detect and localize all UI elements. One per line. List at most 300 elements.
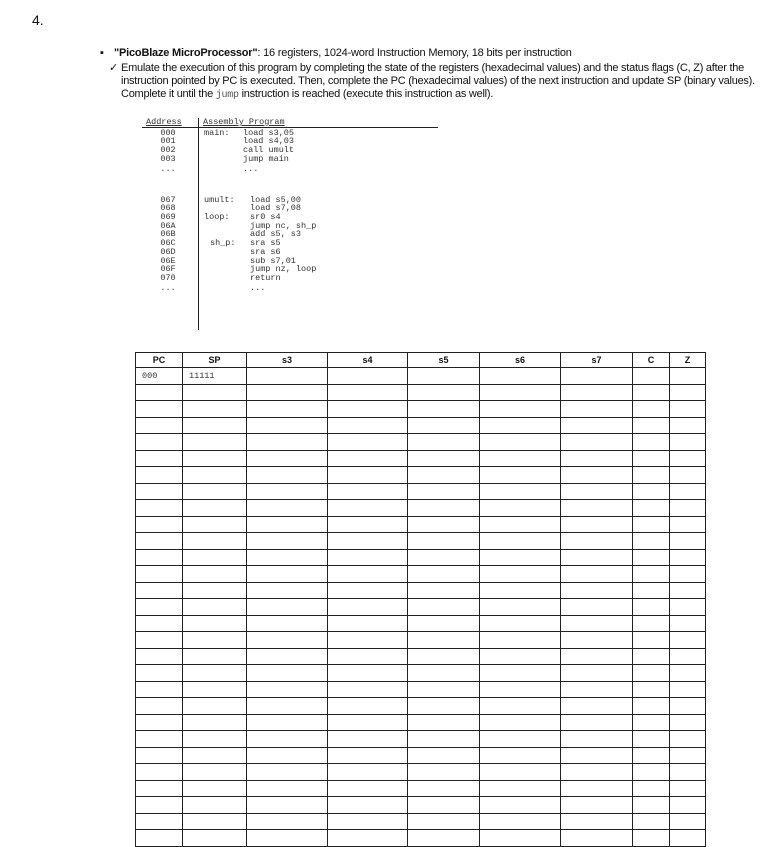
table-cell[interactable]	[328, 714, 408, 731]
table-cell[interactable]	[183, 731, 247, 748]
table-cell[interactable]	[633, 500, 670, 517]
table-cell[interactable]	[480, 434, 561, 451]
table-cell[interactable]	[408, 566, 480, 583]
table-cell[interactable]	[247, 434, 328, 451]
table-cell[interactable]	[408, 417, 480, 434]
table-cell[interactable]	[247, 483, 328, 500]
table-cell[interactable]	[561, 599, 633, 616]
table-cell[interactable]	[247, 714, 328, 731]
table-cell[interactable]	[136, 434, 183, 451]
table-cell[interactable]	[480, 483, 561, 500]
table-row	[136, 698, 706, 715]
table-cell[interactable]	[633, 780, 670, 797]
table-cell[interactable]	[408, 813, 480, 830]
table-cell[interactable]	[328, 467, 408, 484]
table-cell[interactable]	[183, 665, 247, 682]
table-cell[interactable]	[183, 566, 247, 583]
table-cell[interactable]	[480, 401, 561, 418]
table-cell[interactable]	[633, 401, 670, 418]
table-cell[interactable]	[408, 830, 480, 847]
table-cell[interactable]	[328, 582, 408, 599]
table-cell[interactable]	[633, 615, 670, 632]
table-row	[136, 665, 706, 682]
table-cell[interactable]	[480, 797, 561, 814]
table-cell[interactable]	[561, 384, 633, 401]
table-row	[136, 483, 706, 500]
table-cell[interactable]	[670, 681, 706, 698]
table-cell[interactable]	[408, 731, 480, 748]
table-cell[interactable]	[247, 648, 328, 665]
table-row	[136, 401, 706, 418]
table-cell[interactable]	[670, 764, 706, 781]
table-cell[interactable]	[183, 797, 247, 814]
table-cell[interactable]	[561, 830, 633, 847]
table-cell[interactable]	[328, 764, 408, 781]
table-cell[interactable]	[247, 747, 328, 764]
table-cell[interactable]	[408, 681, 480, 698]
table-row	[136, 549, 706, 566]
table-cell[interactable]	[247, 830, 328, 847]
table-cell[interactable]	[670, 582, 706, 599]
listing-address: 06A	[160, 221, 176, 231]
table-cell[interactable]	[561, 665, 633, 682]
table-cell[interactable]	[670, 533, 706, 550]
listing-instruction: add s5, s3	[250, 229, 302, 239]
table-cell[interactable]	[633, 467, 670, 484]
table-cell[interactable]	[183, 632, 247, 649]
table-cell[interactable]	[408, 434, 480, 451]
table-cell[interactable]	[480, 714, 561, 731]
table-cell[interactable]	[247, 549, 328, 566]
table-cell[interactable]	[561, 516, 633, 533]
table-cell[interactable]	[183, 764, 247, 781]
table-cell[interactable]	[136, 483, 183, 500]
table-cell[interactable]	[561, 648, 633, 665]
table-cell[interactable]	[408, 797, 480, 814]
table-cell[interactable]	[136, 516, 183, 533]
table-cell[interactable]	[328, 450, 408, 467]
table-cell[interactable]	[670, 368, 706, 385]
table-cell[interactable]	[328, 648, 408, 665]
table-cell[interactable]	[561, 615, 633, 632]
table-cell[interactable]	[633, 434, 670, 451]
table-cell[interactable]	[633, 665, 670, 682]
listing-address: 06C	[160, 238, 176, 248]
table-cell[interactable]	[183, 516, 247, 533]
instructions-code-word: jump	[215, 90, 239, 101]
listing-instruction: sra s6	[250, 247, 281, 257]
listing-instruction: load s5,00	[250, 195, 302, 205]
table-cell[interactable]	[670, 648, 706, 665]
table-cell[interactable]	[247, 615, 328, 632]
listing-instruction: load s7,08	[250, 203, 302, 213]
table-cell[interactable]	[408, 698, 480, 715]
table-cell[interactable]	[408, 500, 480, 517]
table-cell[interactable]	[480, 582, 561, 599]
table-cell[interactable]	[561, 401, 633, 418]
table-cell[interactable]	[328, 533, 408, 550]
table-cell[interactable]	[247, 467, 328, 484]
table-cell[interactable]	[136, 582, 183, 599]
listing-label: sh_p:	[210, 238, 236, 248]
table-cell[interactable]	[480, 599, 561, 616]
table-cell[interactable]	[136, 698, 183, 715]
table-cell[interactable]	[408, 483, 480, 500]
table-cell[interactable]	[328, 797, 408, 814]
listing-instruction: return	[250, 273, 281, 283]
table-cell[interactable]	[561, 731, 633, 748]
table-cell[interactable]	[480, 615, 561, 632]
table-cell[interactable]	[183, 467, 247, 484]
table-cell[interactable]	[670, 483, 706, 500]
table-cell[interactable]	[247, 599, 328, 616]
table-cell[interactable]	[136, 813, 183, 830]
table-cell[interactable]	[247, 368, 328, 385]
table-cell[interactable]	[183, 582, 247, 599]
table-cell[interactable]	[136, 665, 183, 682]
listing-address: 06B	[160, 229, 176, 239]
table-row	[136, 450, 706, 467]
table-cell[interactable]	[136, 533, 183, 550]
table-cell[interactable]	[561, 434, 633, 451]
table-cell[interactable]	[328, 368, 408, 385]
table-cell[interactable]	[480, 632, 561, 649]
register-state-table	[135, 352, 706, 847]
table-cell[interactable]	[247, 516, 328, 533]
table-cell[interactable]	[328, 830, 408, 847]
table-cell[interactable]	[480, 384, 561, 401]
table-cell[interactable]	[328, 632, 408, 649]
table-cell[interactable]	[480, 780, 561, 797]
table-cell[interactable]	[247, 780, 328, 797]
table-cell[interactable]	[247, 764, 328, 781]
table-cell[interactable]	[480, 830, 561, 847]
listing-address: 06D	[160, 247, 176, 257]
table-cell[interactable]	[328, 483, 408, 500]
table-cell[interactable]	[328, 549, 408, 566]
table-cell[interactable]	[670, 714, 706, 731]
table-cell[interactable]	[136, 780, 183, 797]
table-cell[interactable]	[408, 582, 480, 599]
table-cell[interactable]	[328, 566, 408, 583]
table-cell[interactable]	[633, 632, 670, 649]
table-cell[interactable]	[247, 665, 328, 682]
table-cell[interactable]	[670, 549, 706, 566]
table-cell[interactable]	[183, 780, 247, 797]
table-cell[interactable]	[480, 566, 561, 583]
table-cell[interactable]	[670, 698, 706, 715]
table-cell[interactable]	[670, 384, 706, 401]
table-cell[interactable]	[408, 401, 480, 418]
table-cell[interactable]	[247, 417, 328, 434]
table-cell[interactable]	[633, 731, 670, 748]
listing-label: main:	[204, 128, 230, 138]
table-cell[interactable]	[561, 747, 633, 764]
table-cell[interactable]	[247, 698, 328, 715]
table-cell[interactable]	[136, 830, 183, 847]
table-cell[interactable]	[633, 566, 670, 583]
table-cell[interactable]	[183, 830, 247, 847]
table-cell[interactable]	[561, 764, 633, 781]
table-cell[interactable]	[183, 500, 247, 517]
table-cell[interactable]	[633, 516, 670, 533]
table-cell[interactable]	[561, 698, 633, 715]
table-cell[interactable]	[480, 813, 561, 830]
table-cell[interactable]	[136, 566, 183, 583]
table-cell[interactable]	[183, 549, 247, 566]
table-cell[interactable]	[480, 648, 561, 665]
table-cell[interactable]	[136, 648, 183, 665]
table-cell[interactable]	[183, 450, 247, 467]
table-cell[interactable]	[480, 450, 561, 467]
table-cell[interactable]	[136, 549, 183, 566]
table-cell[interactable]	[136, 632, 183, 649]
table-cell[interactable]	[136, 764, 183, 781]
table-cell[interactable]	[247, 533, 328, 550]
table-cell[interactable]	[136, 615, 183, 632]
table-cell[interactable]	[670, 467, 706, 484]
table-cell[interactable]	[408, 764, 480, 781]
table-cell[interactable]	[408, 384, 480, 401]
table-cell[interactable]	[561, 632, 633, 649]
table-cell[interactable]	[670, 599, 706, 616]
table-cell[interactable]	[136, 417, 183, 434]
listing-instruction: ...	[250, 283, 266, 293]
table-cell[interactable]	[247, 681, 328, 698]
table-cell[interactable]	[633, 813, 670, 830]
table-cell[interactable]	[408, 516, 480, 533]
table-cell[interactable]	[328, 747, 408, 764]
listing-address: 068	[160, 203, 176, 213]
table-cell[interactable]	[480, 533, 561, 550]
table-cell[interactable]	[561, 582, 633, 599]
table-cell[interactable]	[247, 450, 328, 467]
table-cell[interactable]	[408, 368, 480, 385]
table-cell[interactable]	[633, 764, 670, 781]
table-row	[136, 731, 706, 748]
table-cell[interactable]	[247, 731, 328, 748]
table-cell[interactable]	[136, 384, 183, 401]
table-cell[interactable]	[561, 813, 633, 830]
table-row	[136, 648, 706, 665]
table-cell[interactable]	[561, 483, 633, 500]
table-cell[interactable]	[670, 797, 706, 814]
table-cell[interactable]	[480, 764, 561, 781]
table-cell[interactable]	[670, 747, 706, 764]
table-cell[interactable]	[247, 813, 328, 830]
table-cell[interactable]	[136, 401, 183, 418]
listing-instruction: ...	[243, 164, 259, 174]
table-cell[interactable]	[670, 450, 706, 467]
table-cell[interactable]	[670, 830, 706, 847]
table-cell[interactable]	[670, 731, 706, 748]
listing-instruction: jump nc, sh_p	[250, 221, 317, 231]
table-cell[interactable]	[408, 780, 480, 797]
listing-instruction: jump main	[243, 154, 289, 164]
table-cell[interactable]	[136, 467, 183, 484]
table-cell[interactable]	[670, 516, 706, 533]
table-cell[interactable]	[328, 681, 408, 698]
table-cell[interactable]	[561, 417, 633, 434]
instructions-part2: instruction is reached (execute this instruction as well).	[238, 88, 494, 100]
table-cell[interactable]	[561, 533, 633, 550]
table-cell[interactable]	[408, 665, 480, 682]
table-cell[interactable]	[408, 648, 480, 665]
table-cell[interactable]	[670, 632, 706, 649]
table-cell[interactable]	[247, 384, 328, 401]
table-cell[interactable]	[328, 599, 408, 616]
table-cell[interactable]	[633, 483, 670, 500]
table-cell[interactable]	[328, 615, 408, 632]
table-cell[interactable]	[328, 813, 408, 830]
table-cell[interactable]	[328, 417, 408, 434]
table-cell[interactable]	[247, 632, 328, 649]
table-cell[interactable]	[183, 714, 247, 731]
table-cell[interactable]	[561, 780, 633, 797]
table-cell[interactable]	[247, 582, 328, 599]
table-cell[interactable]	[480, 681, 561, 698]
table-row	[136, 417, 706, 434]
table-cell[interactable]	[633, 747, 670, 764]
table-cell[interactable]	[561, 368, 633, 385]
listing-address: 002	[160, 145, 176, 155]
table-cell[interactable]	[480, 500, 561, 517]
table-cell[interactable]	[480, 747, 561, 764]
table-cell[interactable]	[183, 681, 247, 698]
table-cell[interactable]	[561, 797, 633, 814]
table-cell[interactable]	[633, 384, 670, 401]
table-cell[interactable]	[183, 483, 247, 500]
table-cell[interactable]	[247, 566, 328, 583]
table-cell[interactable]	[328, 516, 408, 533]
table-cell[interactable]	[480, 549, 561, 566]
table-cell[interactable]	[247, 797, 328, 814]
table-cell[interactable]	[561, 500, 633, 517]
table-cell[interactable]	[670, 500, 706, 517]
table-cell[interactable]	[670, 665, 706, 682]
table-cell[interactable]	[480, 698, 561, 715]
table-cell[interactable]	[408, 467, 480, 484]
table-cell[interactable]	[408, 747, 480, 764]
listing-instruction: jump nz, loop	[250, 264, 317, 274]
table-cell[interactable]	[183, 417, 247, 434]
table-cell[interactable]	[136, 500, 183, 517]
table-cell[interactable]	[136, 681, 183, 698]
table-cell[interactable]	[633, 714, 670, 731]
table-cell[interactable]	[480, 417, 561, 434]
table-cell[interactable]	[670, 434, 706, 451]
listing-label: loop:	[204, 212, 230, 222]
table-cell[interactable]	[328, 384, 408, 401]
table-cell[interactable]	[408, 632, 480, 649]
table-cell[interactable]	[136, 747, 183, 764]
column-header-sp: SP	[183, 353, 247, 368]
table-cell[interactable]	[480, 731, 561, 748]
table-cell[interactable]	[633, 533, 670, 550]
table-cell[interactable]	[408, 450, 480, 467]
table-cell[interactable]	[633, 648, 670, 665]
table-cell[interactable]	[633, 797, 670, 814]
table-cell[interactable]	[408, 599, 480, 616]
table-cell[interactable]	[561, 681, 633, 698]
table-cell[interactable]	[561, 549, 633, 566]
table-cell[interactable]	[633, 417, 670, 434]
listing-instruction: sr0 s4	[250, 212, 281, 222]
column-header-s4: s4	[328, 353, 408, 368]
table-cell[interactable]	[633, 599, 670, 616]
listing-instruction: call umult	[243, 145, 295, 155]
table-cell[interactable]	[136, 599, 183, 616]
table-cell[interactable]	[408, 533, 480, 550]
table-cell[interactable]	[328, 665, 408, 682]
table-cell[interactable]	[328, 401, 408, 418]
table-row	[136, 384, 706, 401]
table-cell[interactable]: 000	[136, 368, 183, 385]
table-cell[interactable]	[633, 368, 670, 385]
table-cell[interactable]	[183, 813, 247, 830]
table-cell[interactable]	[480, 368, 561, 385]
table-cell[interactable]	[183, 533, 247, 550]
table-cell[interactable]	[670, 813, 706, 830]
table-cell[interactable]	[670, 780, 706, 797]
table-cell[interactable]	[670, 566, 706, 583]
table-cell[interactable]	[408, 549, 480, 566]
table-cell[interactable]	[183, 384, 247, 401]
table-cell[interactable]	[183, 698, 247, 715]
table-cell[interactable]	[670, 615, 706, 632]
table-cell[interactable]	[328, 500, 408, 517]
table-row	[136, 582, 706, 599]
table-cell[interactable]	[136, 714, 183, 731]
table-cell[interactable]	[670, 401, 706, 418]
table-cell[interactable]	[247, 500, 328, 517]
table-cell[interactable]	[183, 648, 247, 665]
table-cell[interactable]	[328, 731, 408, 748]
table-cell[interactable]	[328, 434, 408, 451]
table-cell[interactable]	[183, 401, 247, 418]
table-cell[interactable]	[183, 747, 247, 764]
column-header-z: Z	[670, 353, 706, 368]
table-cell[interactable]	[136, 797, 183, 814]
table-cell[interactable]	[328, 780, 408, 797]
table-cell[interactable]	[408, 615, 480, 632]
table-cell[interactable]	[136, 731, 183, 748]
table-cell[interactable]	[633, 830, 670, 847]
table-cell[interactable]	[328, 698, 408, 715]
table-cell[interactable]	[480, 516, 561, 533]
table-cell[interactable]: 11111	[183, 368, 247, 385]
table-cell[interactable]	[183, 599, 247, 616]
table-cell[interactable]	[183, 434, 247, 451]
table-cell[interactable]	[561, 450, 633, 467]
table-cell[interactable]	[480, 665, 561, 682]
table-cell[interactable]	[183, 615, 247, 632]
table-cell[interactable]	[670, 417, 706, 434]
table-cell[interactable]	[561, 467, 633, 484]
table-row	[136, 516, 706, 533]
table-cell[interactable]	[633, 450, 670, 467]
table-cell[interactable]	[136, 450, 183, 467]
table-cell[interactable]	[408, 714, 480, 731]
table-cell[interactable]	[633, 681, 670, 698]
table-cell[interactable]	[480, 467, 561, 484]
table-cell[interactable]	[633, 582, 670, 599]
table-cell[interactable]	[633, 549, 670, 566]
table-cell[interactable]	[561, 714, 633, 731]
table-cell[interactable]	[633, 698, 670, 715]
table-cell[interactable]	[561, 566, 633, 583]
table-cell[interactable]	[247, 401, 328, 418]
